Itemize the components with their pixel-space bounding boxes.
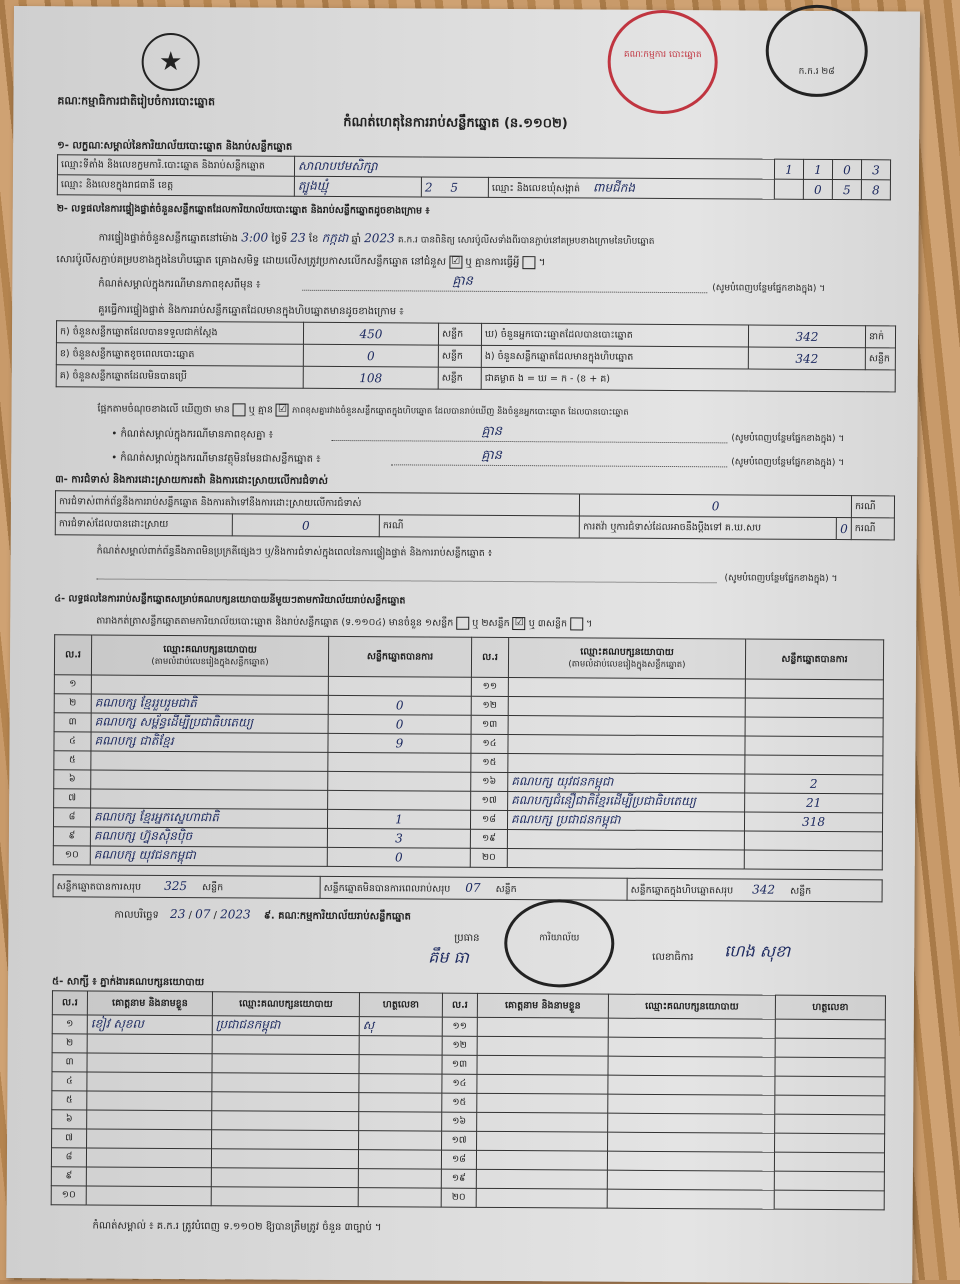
year-value: 2023 (364, 231, 395, 246)
party-votes: 21 (745, 793, 883, 813)
commune-code-digit: 5 (832, 180, 861, 200)
party-name: គណបក្ស ខ្មែររួបរួមជាតិ (91, 694, 328, 714)
party-votes: 0 (328, 714, 471, 734)
witness-table (51, 990, 886, 1210)
witness-name (87, 1129, 212, 1149)
witness-name (476, 1169, 607, 1189)
difference-or-text: ឬ គ្មាន (248, 404, 273, 416)
witness-name: ខៀវ សុខល (87, 1015, 212, 1035)
witness-sign (774, 1152, 884, 1172)
party-votes: 2 (745, 774, 883, 794)
date-year: 2023 (220, 907, 251, 922)
difference-check-line (97, 403, 628, 420)
difference-bullet-label: • កំណត់សម្គាល់ក្នុងករណីមានភាពខុសគ្នា ៖ (111, 428, 274, 441)
witness-party (608, 1037, 775, 1057)
witness-no: ១៦ (442, 1112, 477, 1131)
witness-sign (359, 1074, 442, 1094)
commune-value: ពាមជីកង (593, 180, 636, 195)
year-label: ឆ្នាំ (351, 234, 362, 246)
col-no: ល.រ (54, 635, 91, 675)
party-name (507, 849, 744, 869)
box-ballots-value: 342 (748, 347, 865, 370)
party-no: ១៦ (471, 772, 508, 791)
office-location-label: ឈ្មោះទីតាំង និងលេខក្ខមការិ.បោះឆ្នោត និងរាប់សន្លឹកឆ្នោត (57, 155, 294, 176)
commune-code-digit: 8 (861, 180, 890, 200)
witness-no: ៩ (51, 1167, 86, 1186)
party-no: ៤ (54, 732, 91, 751)
section2-heading: ២- លទ្ធផលនៃការផ្ទៀងផ្ទាត់ចំនួនសន្លឹកឆ្នោតដែលការិយាល័យបោះឆ្នោត និងរាប់សន្លឹកឆ្នោតដូចខាងក្រោម ៖ (56, 203, 430, 217)
difference-note-value: គ្មាន (452, 273, 474, 289)
unit: សន្លឹក (438, 323, 481, 345)
foreign-object-hint: (សូមបំពេញបន្ថែមផ្នែកខាងក្នុង) ។ (731, 457, 845, 469)
witness-no: ១៥ (442, 1093, 477, 1112)
party-no: ១២ (471, 696, 508, 715)
unit: ករណី (379, 515, 579, 538)
voters-label: ឃ) ចំនួនអ្នកបោះឆ្នោតដែលបានបោះឆ្នោត (481, 323, 748, 347)
witness-no: ៣ (52, 1053, 87, 1072)
witness-no: ៤ (52, 1072, 87, 1091)
total-invalid-label: សន្លឹកឆ្នោតមិនបានការពេលរាប់សរុប (323, 882, 451, 895)
total-valid-label: សន្លឹកឆ្នោតបានការសរុប (56, 880, 142, 893)
witness-party (211, 1149, 358, 1169)
col-party-sub: (តាមលំដាប់លេខរៀងក្នុងសន្លឹកឆ្នោត) (568, 658, 686, 670)
witness-no: ១៩ (441, 1169, 476, 1188)
party-no: ១៧ (471, 791, 508, 810)
witness-party (212, 1054, 359, 1074)
col-name: គោត្តនាម និងនាមខ្លួន (87, 991, 212, 1016)
total-box-value: 342 (752, 882, 776, 897)
province-code (421, 177, 488, 197)
party-name: គណបក្ស សម្ព័ន្ធដើម្បីប្រជាធិបតេយ្យ (91, 713, 328, 733)
date-month: 07 (195, 907, 211, 922)
witness-party: ប្រជាជនកម្ពុជា (212, 1016, 359, 1036)
party-name (91, 675, 328, 695)
secretary-label: លេខាធិការ (652, 951, 694, 964)
col-votes: សន្លឹកឆ្នោតបានការ (328, 636, 471, 677)
witness-name (87, 1091, 212, 1111)
verification-time-line (99, 229, 655, 250)
party-votes (744, 831, 882, 851)
total-box-cell (627, 878, 882, 902)
party-name: គណបក្ស ខ្មែរអ្នកស្នេហាជាតិ (90, 808, 327, 828)
red-seal-text: គណៈកម្មការ បោះឆ្នោត (623, 49, 702, 61)
col-party: ឈ្មោះគណបក្សនយោបាយ (608, 994, 775, 1019)
office-code-digit: 0 (832, 160, 861, 180)
party-no: ១៣ (471, 715, 508, 734)
witness-party (607, 1151, 774, 1171)
party-votes (744, 850, 882, 870)
formula: ជាគម្លាត ង = ឃ = ក - (ខ + គ) (481, 367, 895, 392)
secretary-signature: ហេង សុខា (724, 941, 791, 961)
party-no: ១០ (53, 846, 90, 865)
witness-name (477, 1074, 608, 1094)
party-name (508, 678, 745, 698)
witness-party (607, 1170, 774, 1190)
witness-no: ៨ (51, 1148, 86, 1167)
party-name (508, 716, 745, 736)
unit: សន្លឹក (790, 885, 812, 897)
seal-check-text: សោរប៉ូលីសភ្ជាប់គម្របខាងក្នុងនៃហិបឆ្នោត គ្រោងសមិទ្ធ ដោយលើសត្រូវប្រកាសលើកសន្លឹកឆ្នោត នៅជំនួស (56, 254, 447, 268)
table-row (53, 846, 882, 870)
witness-sign (358, 1169, 441, 1189)
voters-value: 342 (748, 325, 865, 348)
witness-no: ១៧ (442, 1131, 477, 1150)
section4-heading: ៤- លទ្ធផលនៃការរាប់សន្លឹកឆ្នោតសម្រាប់គណបក្សនយោបាយនីមួយៗតាមការិយាល័យរាប់សន្លឹកឆ្នោត (54, 593, 406, 607)
witness-party (608, 1132, 775, 1152)
committee-name: គណៈកម្មាធិការជាតិរៀបចំការបោះឆ្នោត (57, 94, 216, 109)
seal-or-text: ឬ គ្មានការធ្វើអ្វី (465, 256, 520, 269)
party-name (508, 754, 745, 774)
party-name: គណបក្ស ហ្វ៊ុនស៊ិនប៉ិច (90, 827, 327, 847)
difference-note-hint: (សូមបំពេញបន្ថែមផ្នែកខាងក្នុង) ។ (712, 283, 826, 294)
witness-party (212, 1111, 359, 1131)
total-invalid-value: 07 (465, 880, 481, 895)
witness-sign (358, 1150, 441, 1170)
commune-cell (488, 177, 774, 199)
witness-party (608, 1094, 775, 1114)
party-votes (328, 752, 471, 772)
party-no: ២០ (470, 848, 507, 867)
witness-sign (775, 1038, 885, 1058)
witness-sign (359, 1093, 442, 1113)
party-votes (745, 698, 883, 718)
party-name: គណបក្ស យុវជនកម្ពុជា (508, 773, 745, 793)
witness-party (212, 1035, 359, 1055)
party-votes: 0 (328, 695, 471, 715)
received-ballots-label: ក) ចំនួនសន្លឹកឆ្នោតដែលបានទទួលជាក់ស្តែង (56, 321, 303, 345)
col-party (91, 635, 328, 676)
witness-name (477, 1093, 608, 1113)
witness-party (212, 1073, 359, 1093)
col-party-title: ឈ្មោះគណបក្សនយោបាយ (580, 645, 674, 658)
party-votes (745, 755, 883, 775)
party-name: គណបក្ស ជាតិខ្មែរ (91, 732, 328, 752)
witness-no: ១ (52, 1015, 87, 1034)
black-seal-top (765, 5, 868, 98)
party-name: គណបក្ស ប្រជាជនកម្ពុជា (507, 811, 744, 831)
party-votes: 0 (327, 847, 470, 867)
nec-emblem (141, 33, 199, 91)
party-votes (328, 771, 471, 791)
witness-party (608, 1056, 775, 1076)
day-value: 23 (290, 230, 306, 245)
party-votes (328, 790, 471, 810)
table-row (51, 1186, 884, 1210)
party-no: ៣ (54, 713, 91, 732)
spoiled-ballots-label: ខ) ចំនួនសន្លឹកឆ្នោតខូចពេលបោះឆ្នោត (56, 343, 303, 367)
ballot-reconciliation-table (56, 320, 896, 392)
witness-name (87, 1053, 212, 1073)
unit: ករណី (851, 518, 894, 540)
difference-note-label: កំណត់សម្គាល់ក្នុងករណីមានភាពខុសពីមុន ៖ (98, 278, 261, 291)
office-seal-stamp (504, 899, 615, 988)
irregularity-hint: (សូមបំពេញបន្ថែមផ្នែកខាងក្នុង) ។ (724, 573, 838, 585)
dotted-line (331, 440, 727, 443)
province-value: ត្បូងឃ្មុំ (294, 176, 421, 197)
page-title: កំណត់ហេតុនៃការរាប់សន្លឹកឆ្នោត (ន.១១០២) (343, 115, 568, 132)
party-no: ១១ (471, 677, 508, 696)
party-name: គណបក្សជំនឿជាតិខ្មែរដើម្បីប្រជាធិបតេយ្យ (508, 792, 745, 812)
no-difference-checkbox[interactable]: ☑ (276, 404, 289, 417)
unit: សន្លឹក (438, 345, 481, 367)
verification-time-value: 3:00 (241, 230, 269, 245)
seal-yes-checkbox[interactable]: ☑ (449, 255, 462, 268)
unit: សន្លឹក (438, 367, 481, 389)
witness-name (477, 1017, 608, 1037)
spoiled-ballots-value: 0 (303, 344, 438, 367)
witness-no: ១០ (51, 1186, 86, 1205)
party-no: ៩ (53, 827, 90, 846)
witness-sign (359, 1036, 442, 1056)
unit: នាក់ (865, 326, 895, 348)
commune-code-digit: 0 (803, 179, 832, 199)
unused-ballots-value: 108 (303, 366, 438, 389)
witness-party (607, 1189, 774, 1209)
col-party-sub: (តាមលំដាប់លេខរៀងក្នុងសន្លឹកឆ្នោត) (151, 656, 269, 668)
verification-time-label: ការផ្ទៀងផ្ទាត់ចំនួនសន្លឹកឆ្នោតនៅម៉ោង (98, 232, 239, 245)
difference-bullet-hint: (សូមបំពេញបន្ថែមផ្នែកខាងក្នុង) ។ (731, 433, 845, 445)
witness-party (212, 1130, 359, 1150)
col-votes: សន្លឹកឆ្នោតបានការ (745, 639, 883, 680)
party-votes (745, 736, 883, 756)
section1-heading: ១- លក្ខណៈសម្គាល់នៃការិយាល័យបោះឆ្នោត និងរាប់សន្លឹកឆ្នោត (57, 140, 293, 153)
col-party (508, 638, 745, 679)
month-label: ខែ (308, 233, 319, 245)
party-no: ៦ (54, 770, 91, 789)
col-party: ឈ្មោះគណបក្សនយោបាយ (212, 992, 359, 1017)
complaints-label: ការជំទាស់ពាក់ព័ន្ធនឹងការរាប់សន្លឹកឆ្នោត និងការតវ៉ាទៅនឹងការដោះស្រាយលើការជំទាស់ (55, 491, 579, 516)
unit: សន្លឹក (201, 881, 224, 893)
witness-sign (775, 1133, 885, 1153)
party-name (91, 789, 328, 809)
date-day: 23 (170, 906, 186, 922)
dotted-line (96, 579, 716, 584)
received-ballots-value: 450 (303, 322, 438, 345)
date-line: កាលបរិច្ឆេទ 23 / 07 / 2023 ៩. គណៈកម្មការិយាល័យរាប់សន្លឹកឆ្នោត (114, 906, 411, 923)
witness-party (212, 1092, 359, 1112)
black-seal-top-text: ក.ក.រ ២៨ (798, 66, 835, 78)
witness-party (211, 1187, 358, 1207)
witness-sign (775, 1114, 885, 1134)
witness-name (476, 1188, 607, 1208)
witness-no: ១៣ (442, 1055, 477, 1074)
foreign-object-label: • កំណត់សម្គាល់ក្នុងករណីមានវត្ថុមិនមែនជាសន្លឹកឆ្នោត ៖ (111, 452, 321, 465)
total-invalid-cell (320, 876, 627, 900)
unit: ករណី (851, 496, 894, 518)
province-code-digit: 5 (450, 180, 459, 195)
witness-name (477, 1131, 608, 1151)
total-valid-cell (53, 875, 320, 899)
witness-name (86, 1148, 211, 1168)
tally-sheet-text: តារាងកត់ត្រាសន្លឹកឆ្នោតតាមការិយាល័យបោះឆ្នោត និងរាប់សន្លឹកឆ្នោត (ទ.១១០៤) មានចំនួន ១សន្លឹក (96, 615, 454, 629)
emblem-icon: ★ (158, 46, 183, 78)
three-sheet-checkbox[interactable] (570, 617, 583, 630)
difference-check-end: ភាពខុសគ្នារវាងចំនួនសន្លឹកឆ្នោតក្នុងហិបឆ្នោត ដែលបានរាប់ឃើញ និងចំនួនអ្នកបោះឆ្នោត ដែលបានបោះឆ្នោត (291, 405, 629, 418)
box-ballots-label: ង) ចំនួនសន្លឹកឆ្នោតដែលមានក្នុងហិបឆ្នោត (481, 345, 748, 369)
date-label: កាលបរិច្ឆេទ (114, 909, 159, 921)
irregularity-note: កំណត់សម្គាល់ពាក់ព័ន្ធនឹងភាពមិនប្រក្រតីផ្សេងៗ ឬ/និងការជំទាស់ក្នុងពេលនៃការផ្ទៀងផ្ទាត់ និងការរាប់សន្លឹកឆ្នោត ៖ (96, 545, 493, 559)
dotted-line (391, 464, 727, 467)
party-votes (745, 679, 883, 699)
witness-no: ២០ (441, 1188, 476, 1207)
witness-no: ៥ (52, 1091, 87, 1110)
witness-sign (774, 1171, 884, 1191)
witness-name (87, 1034, 212, 1054)
verification-line-end: គ.ក.រ បានពិនិត្យ សោរប៉ូលីសទាំងពីរបានភ្ជាប់នៅគម្របខាងក្រោមនៃហិបឆ្នោត (397, 235, 655, 247)
col-name: គោត្តនាម និងនាមខ្លួន (477, 993, 608, 1018)
party-name: គណបក្ស យុវជនកម្ពុជា (90, 846, 327, 866)
totals-row (53, 874, 883, 902)
office-code-digit: 1 (803, 159, 832, 179)
one-sheet-checkbox[interactable] (456, 617, 469, 630)
witness-name (476, 1150, 607, 1170)
witness-no: ៦ (52, 1110, 87, 1129)
party-name (508, 735, 745, 755)
witness-sign (775, 1076, 885, 1096)
party-no: ១៩ (470, 829, 507, 848)
unused-ballots-label: គ) ចំនួនសន្លឹកឆ្នោតដែលមិនបានប្រើ (56, 365, 303, 389)
party-no: ១ (54, 675, 91, 694)
office-seal-text: ការិយាល័យ (539, 933, 580, 944)
witness-sign (775, 1095, 885, 1115)
party-votes: 1 (327, 809, 470, 829)
unit: សន្លឹក (865, 348, 895, 370)
col-sign: ហត្ថលេខា (359, 993, 442, 1018)
footer-note: កំណត់សម្គាល់ ៖ គ.ក.រ ត្រូវបំពេញ ទ.១១០២ ឱ្យបានត្រឹមត្រូវ ចំនួន ៣ច្បាប់ ។ (92, 1220, 382, 1234)
party-no: ១៥ (471, 753, 508, 772)
two-sheet-checkbox[interactable]: ☑ (513, 617, 526, 630)
witness-party (608, 1113, 775, 1133)
witness-party (608, 1018, 775, 1038)
commune-label: ឈ្មោះ និងលេខឃុំសង្កាត់ (491, 182, 581, 194)
party-votes (745, 717, 883, 737)
complaints-value: 0 (580, 494, 852, 518)
witness-name (477, 1112, 608, 1132)
resolved-label: ការជំទាស់ដែលបានដោះស្រាយ (55, 513, 232, 536)
unit: សន្លឹក (495, 883, 517, 895)
party-votes: 9 (328, 733, 471, 753)
tally-sheet-line: តារាងកត់ត្រាសន្លឹកឆ្នោតតាមការិយាល័យបោះឆ្នោត និងរាប់សន្លឹកឆ្នោត (ទ.១១០៤) មានចំនួន ១សន្លឹក ឬ ២សន្លឹក ☑ ឬ ៣សន្លឹក ។ (96, 615, 593, 630)
foreign-object-value: គ្មាន (481, 447, 502, 463)
col-no: ល.រ (442, 993, 477, 1017)
col-sign: ហត្ថលេខា (775, 995, 885, 1020)
witness-name (87, 1110, 212, 1130)
witness-party (608, 1075, 775, 1095)
witness-no: ១២ (442, 1036, 477, 1055)
section1-table (57, 154, 891, 200)
section5-heading: ៥- សាក្សី ៖ ភ្នាក់ងារគណបក្សនយោបាយ (52, 976, 205, 989)
witness-no: ៧ (52, 1129, 87, 1148)
province-label: ឈ្មោះ និងលេខក្នុងរាជធានី ខេត្ត (57, 175, 294, 196)
seal-check-line: សោរប៉ូលីសភ្ជាប់គម្របខាងក្នុងនៃហិបឆ្នោត គ្រោងសមិទ្ធ ដោយលើសត្រូវប្រកាសលើកសន្លឹកឆ្នោត នៅជំនួស ☑ ឬ គ្មានការធ្វើអ្វី ។ (56, 254, 546, 269)
party-no: ៧ (54, 789, 91, 808)
party-votes: 318 (744, 812, 882, 832)
two-sheet-text: ឬ ២សន្លឹក (472, 617, 510, 630)
witness-sign (358, 1188, 441, 1208)
signatories-label: ៩. គណៈកម្មការិយាល័យរាប់សន្លឹកឆ្នោត (263, 910, 411, 923)
section3-heading: ៣- ការជំទាស់ និងការដោះស្រាយការតវ៉ា និងការដោះស្រាយលើការជំទាស់ (55, 474, 328, 487)
party-no: ៨ (53, 808, 90, 827)
witness-sign (774, 1190, 884, 1210)
ballot-count-report-page (6, 6, 920, 1284)
difference-bullet-value: គ្មាន (481, 423, 503, 439)
col-no: ល.រ (471, 637, 508, 677)
red-seal-stamp (607, 10, 718, 115)
seal-no-checkbox[interactable] (523, 256, 536, 269)
col-no: ល.រ (52, 991, 87, 1015)
party-name (507, 830, 744, 850)
office-code-digit: 1 (774, 159, 803, 179)
witness-sign (775, 1057, 885, 1077)
resolved-value: 0 (232, 514, 379, 537)
witness-name (86, 1186, 211, 1206)
witness-name (86, 1167, 211, 1187)
witness-name (87, 1072, 212, 1092)
witness-sign (359, 1055, 442, 1075)
party-name (508, 697, 745, 717)
three-sheet-text: ឬ ៣សន្លឹក (528, 618, 568, 630)
party-no: ១៨ (470, 810, 507, 829)
witness-sign (359, 1131, 442, 1151)
party-no: ២ (54, 694, 91, 713)
party-votes: 3 (327, 828, 470, 848)
total-box-label: សន្លឹកឆ្នោតក្នុងហិបឆ្នោតសរុប (630, 884, 734, 896)
chief-label: ប្រធាន (454, 932, 480, 944)
party-no: ៥ (54, 751, 91, 770)
party-votes (328, 676, 471, 696)
witness-name (477, 1055, 608, 1075)
difference-check-text: ផ្អែកតាមចំណុចខាងលើ ឃើញថា មាន (97, 403, 230, 416)
col-party-title: ឈ្មោះគណបក្សនយោបាយ (163, 643, 257, 655)
day-label: ថ្ងៃទី (271, 233, 288, 245)
party-name (91, 751, 328, 771)
witness-no: ១១ (442, 1017, 477, 1036)
party-no: ១៤ (471, 734, 508, 753)
office-code-digit: 3 (861, 160, 890, 180)
witness-sign: សុ (359, 1017, 442, 1037)
chief-signature: គឹម ធា (428, 947, 469, 967)
witness-no: ២ (52, 1034, 87, 1053)
province-code-digit: 2 (424, 180, 433, 195)
appeals-value: 0 (837, 518, 852, 540)
witness-no: ១៤ (442, 1074, 477, 1093)
total-valid-value: 325 (164, 878, 188, 893)
appeals-label: ការតវ៉ា ឬការជំទាស់ដែលអាចនឹងប្តឹងទៅ គ.ឃ.សប (580, 516, 837, 540)
witness-sign (775, 1019, 885, 1039)
witness-name (477, 1036, 608, 1056)
office-location-value: សាលាបឋមសិក្សា (294, 156, 774, 179)
witness-sign (359, 1112, 442, 1132)
party-results-table (53, 634, 884, 870)
witness-no: ១៨ (441, 1150, 476, 1169)
party-name (91, 770, 328, 790)
count-intro: គួរធ្វើការផ្ទៀងផ្ទាត់ និងការរាប់សន្លឹកឆ្នោតដែលមានក្នុងហិបឆ្នោតមានដូចខាងក្រោម ៖ (98, 304, 404, 318)
dotted-line (302, 290, 707, 293)
witness-party (211, 1168, 358, 1188)
complaints-table (55, 490, 895, 540)
has-difference-checkbox[interactable] (233, 403, 246, 416)
month-value: កក្កដា (321, 230, 349, 246)
